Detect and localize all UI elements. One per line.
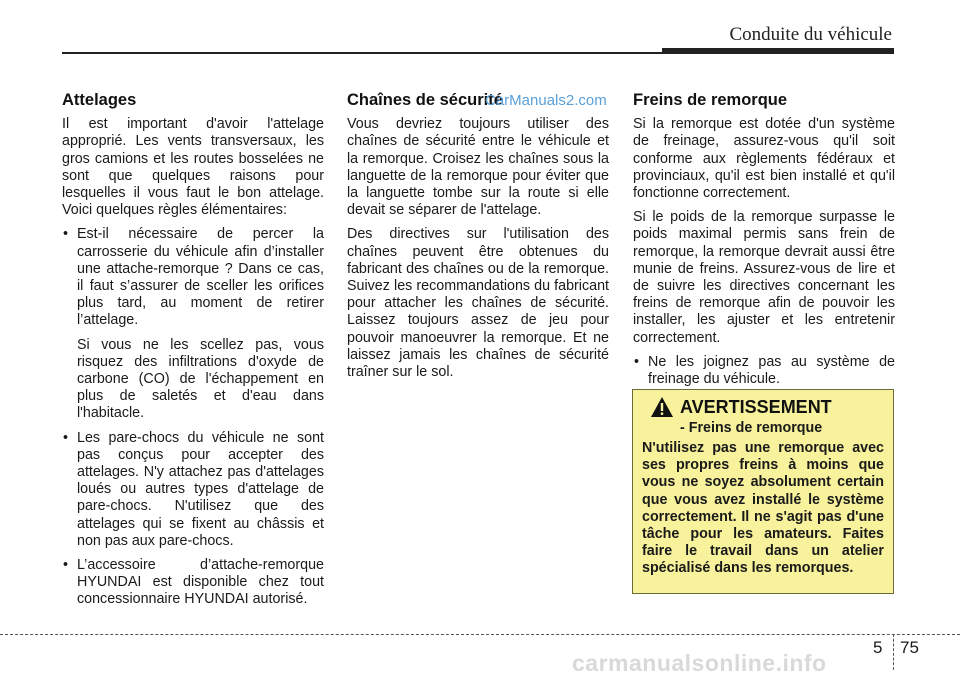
column-freins — [633, 92, 895, 395]
heading-freins: Freins de remorque — [633, 91, 788, 109]
intro-paragraph: Il est important d'avoir l'attelage approprié. Les vents transversaux, les gros camions et les routes bosselées ne sont que quelques raisons pour lesquelles il vous faut le bon attelage. Voici quelques règles élémentaires: — [62, 116, 324, 219]
footer-separator — [893, 634, 894, 670]
attelages-list — [62, 226, 324, 608]
warning-text: N'utilisez pas une remorque avec ses propres freins à moins que vous ne soyez absolument certain que vous avez installé le système correctement. Il ne s'agit pas d'une tâche pour les amateurs. Faites faire le travail dans un atelier spécialisé dans les remorques. — [642, 440, 884, 577]
paragraph: Vous devriez toujours utiliser des chaînes de sécurité entre le véhicule et la remorque. Croisez les chaînes sous la languette de la remorque pour éviter que la languette tombe sur la route si elle devait se séparer de l'attelage. — [347, 116, 609, 219]
heading-chaines: Chaînes de sécurité — [347, 91, 503, 109]
warning-triangle-icon — [650, 396, 674, 418]
paragraph: Des directives sur l'utilisation des chaînes peuvent être obtenues du fabricant des chaînes ou de la remorque. Suivez les recommandations du fabricant pour attacher les chaînes de sécurité. Laissez toujours assez de jeu pour pouvoir manoeuvrer la remorque. Et ne laissez jamais les chaînes de sécurité traîner sur le sol. — [347, 226, 609, 381]
warning-title: AVERTISSEMENT — [680, 396, 832, 417]
list-item — [62, 226, 324, 422]
site-watermark: carmanualsonline.info — [572, 650, 827, 676]
list-item: • Ne les joignez pas au système de freinage du véhicule. — [633, 354, 895, 388]
warning-header — [650, 396, 884, 418]
page-number: 75 — [900, 638, 919, 657]
freins-list — [633, 354, 895, 388]
header-rule — [62, 52, 662, 54]
list-item-text: Est-il nécessaire de percer la carrosserie du véhicule afin d’installer une attache-remorque ? Dans ce cas, il faut s’assurer de sceller les orifices plus tard, au moment de retirer l’attelage. — [77, 226, 324, 329]
list-item: • L’accessoire d’attache-remorque HYUNDAI est disponible chez tout concessionnaire HYUNDAI autorisé. — [62, 557, 324, 609]
column-attelages — [62, 92, 324, 616]
chapter-title: Conduite du véhicule — [729, 24, 892, 45]
warning-box — [632, 389, 894, 594]
list-item: • Les pare-chocs du véhicule ne sont pas conçus pour accepter des attelages. N'y attachez pas d'attelages loués ou autres types d'attelage de pare-chocs. N'utilisez que des attelages qui se fixent au châssis et non pas aux pare-chocs. — [62, 430, 324, 550]
footer-rule — [0, 634, 960, 635]
column-chaines — [347, 92, 609, 388]
paragraph: Si le poids de la remorque surpasse le poids maximal permis sans frein de remorque, la remorque devrait aussi être munie de freins. Assurez-vous de lire et de suivre les directives concernant les freins de remorque afin de pouvoir les installer, les ajuster et les entretenir correctement. — [633, 209, 895, 346]
watermark-logo: CarManuals2.com — [485, 92, 607, 109]
warning-subtitle: - Freins de remorque — [680, 420, 823, 436]
paragraph: Si la remorque est dotée d'un système de freinage, assurez-vous qu'il soit conforme aux règlements fédéraux et provinciaux, qu'il est bien installé et qu'il fonctionne correctement. — [633, 116, 895, 202]
list-item-extra: Si vous ne les scellez pas, vous risquez des infiltrations d'oxyde de carbone (CO) de l'échappement en plus de saletés et d'eau dans l'habitacle. — [77, 336, 324, 422]
header-bar — [662, 48, 894, 54]
heading-attelages: Attelages — [62, 91, 137, 109]
chapter-number: 5 — [873, 638, 883, 657]
